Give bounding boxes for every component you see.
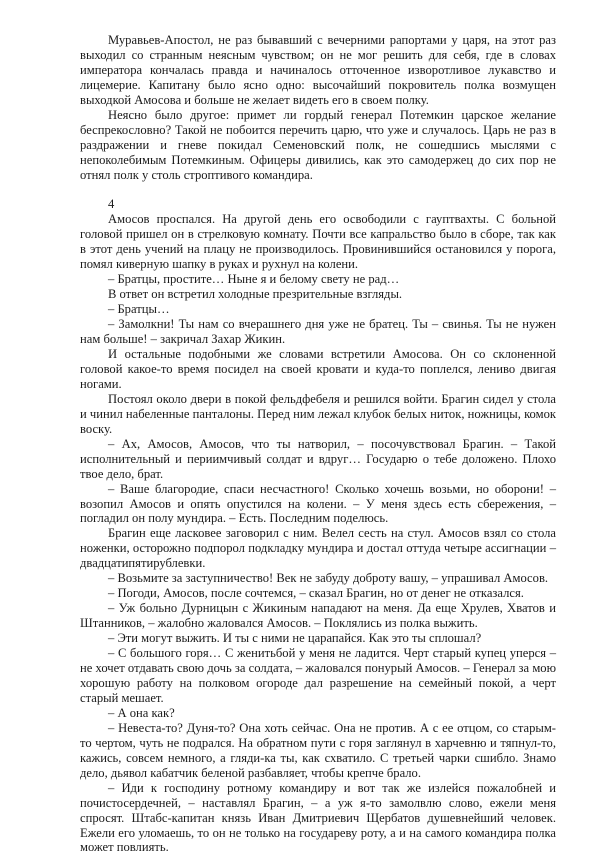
paragraph: Неясно было другое: примет ли гордый генерал Потемкин царское желание беспрекословно? Такой не побоится перечить царю, что уже и случалось. Царь не раз в раздражении и гневе покидал Семеновский полк, не сошедшись мыслями с непоколебимым Потемкиным. Офицеры дивились, как это самодержец до сих пор не отнял полк у столь строптивого командира. [80,107,556,182]
document-page [80,33,556,855]
paragraph: В ответ он встретил холодные презрительные взгляды. [108,287,403,302]
paragraph: И остальные подобными же словами встретили Амосова. Он со склоненной головой какое-то время посидел на своей кровати и куда-то поплелся, лениво двигая ногами. [80,347,556,391]
dialog-line: – Невеста-то? Дуня-то? Она хоть сейчас. Она не против. А с ее отцом, со старым-то чертом, чуть не подрался. На обратном пути с горя заглянул в харчевню и тяпнул-то, кажись, совсем немного, а гляди-ка ты, как схватило. С третьей чарки сшибло. Знамо дело, дьявол кабатчик беленой разбавляет, чтобы крепче брало. [80,720,556,780]
dialog-line: – Эти могут выжить. И ты с ними не царапайся. Как это ты сплошал? [108,631,482,646]
paragraph: Брагин еще ласковее заговорил с ним. Велел сесть на стул. Амосов взял со стола ноженки, осторожно подпорол подкладку мундира и достал оттуда четыре ассигнации – двадцатипятирублевки. [80,526,556,571]
dialog-line: – Братцы, простите… Ныне я и белому свету не рад… [108,272,400,287]
chapter-number: 4 [108,197,115,212]
paragraph: Амосов проспался. На другой день его освободили с гауптвахты. С больной головой пришел он в стрелковую комнату. Почти все капральство было в сборе, так как в этот день учений на плацу не производилось. Провинившийся остановился у порога, помял киверную шапку в руках и рухнул на колени. [80,212,556,272]
dialog-line: – Ах, Амосов, Амосов, что ты натворил, – посочувствовал Брагин. – Такой исполнительный и периимчивый солдат и вдруг… Государю о тебе доложено. Плохо твое дело, брат. [80,436,556,481]
dialog-line: – А она как? [108,705,175,720]
dialog-line: – Ваше благородие, спаси несчастного! Сколько хочешь возьми, но оборони! – возопил Амосов и опять опустился на колени. – У меня здесь есть сбережения, – погладил он полу мундира. – Есть. Последним поделюсь. [80,481,556,526]
dialog-line: – Уж больно Дурницын с Жикиным нападают на меня. Да еще Хрулев, Хватов и Штанников, – жалобно жаловался Амосов. – Поклялись из полка выжить. [80,601,556,631]
dialog-line: – Погоди, Амосов, после сочтемся, – сказал Брагин, но от денег не отказался. [108,586,524,601]
dialog-line: – Братцы… [108,302,170,317]
dialog-line: – С большого горя… С женитьбой у меня не ладится. Черт старый купец уперся – не хочет отдавать свою дочь за солдата, – жаловался понурый Амосов. – Генерал за мою хорошую работу на полковом огороде дал разрешение на семейный покой, а черт старый мешает. [80,646,556,705]
paragraph: Постоял около двери в покой фельдфебеля и решился войти. Брагин сидел у стола и чинил набеленные панталоны. Перед ним лежал клубок белых ниток, ножницы, комок воску. [80,391,556,436]
dialog-line: – Иди к господину ротному командиру и вот так же излейся пожалобней и почистосердечней, – наставлял Брагин, – а уж я-то замолвлю слово, ежели меня спросят. Штабс-капитан князь Иван Дмитриевич Щербатов душевнейший человек. Ежели его уломаешь, то он не только на государеву роту, а и на самого командира полка может повлиять. [80,780,556,855]
paragraph: Муравьев-Апостол, не раз бывавший с вечерними рапортами у царя, на этот раз выходил со странным неясным чувством; он не мог решить для себя, где в словах императора кончалась правда и начиналось отточенное изворотливое лукавство и лицемерие. Капитану было ясно одно: высочайший покровитель полка возмущен выходкой Амосова и больше не желает видеть его в своем полку. [80,33,556,107]
dialog-line: – Возьмите за заступничество! Век не забуду доброту вашу, – упрашивал Амосов. [108,571,549,586]
dialog-line: – Замолкни! Ты нам со вчерашнего дня уже не братец. Ты – свинья. Ты не нужен нам больше! – закричал Захар Жикин. [80,317,556,347]
